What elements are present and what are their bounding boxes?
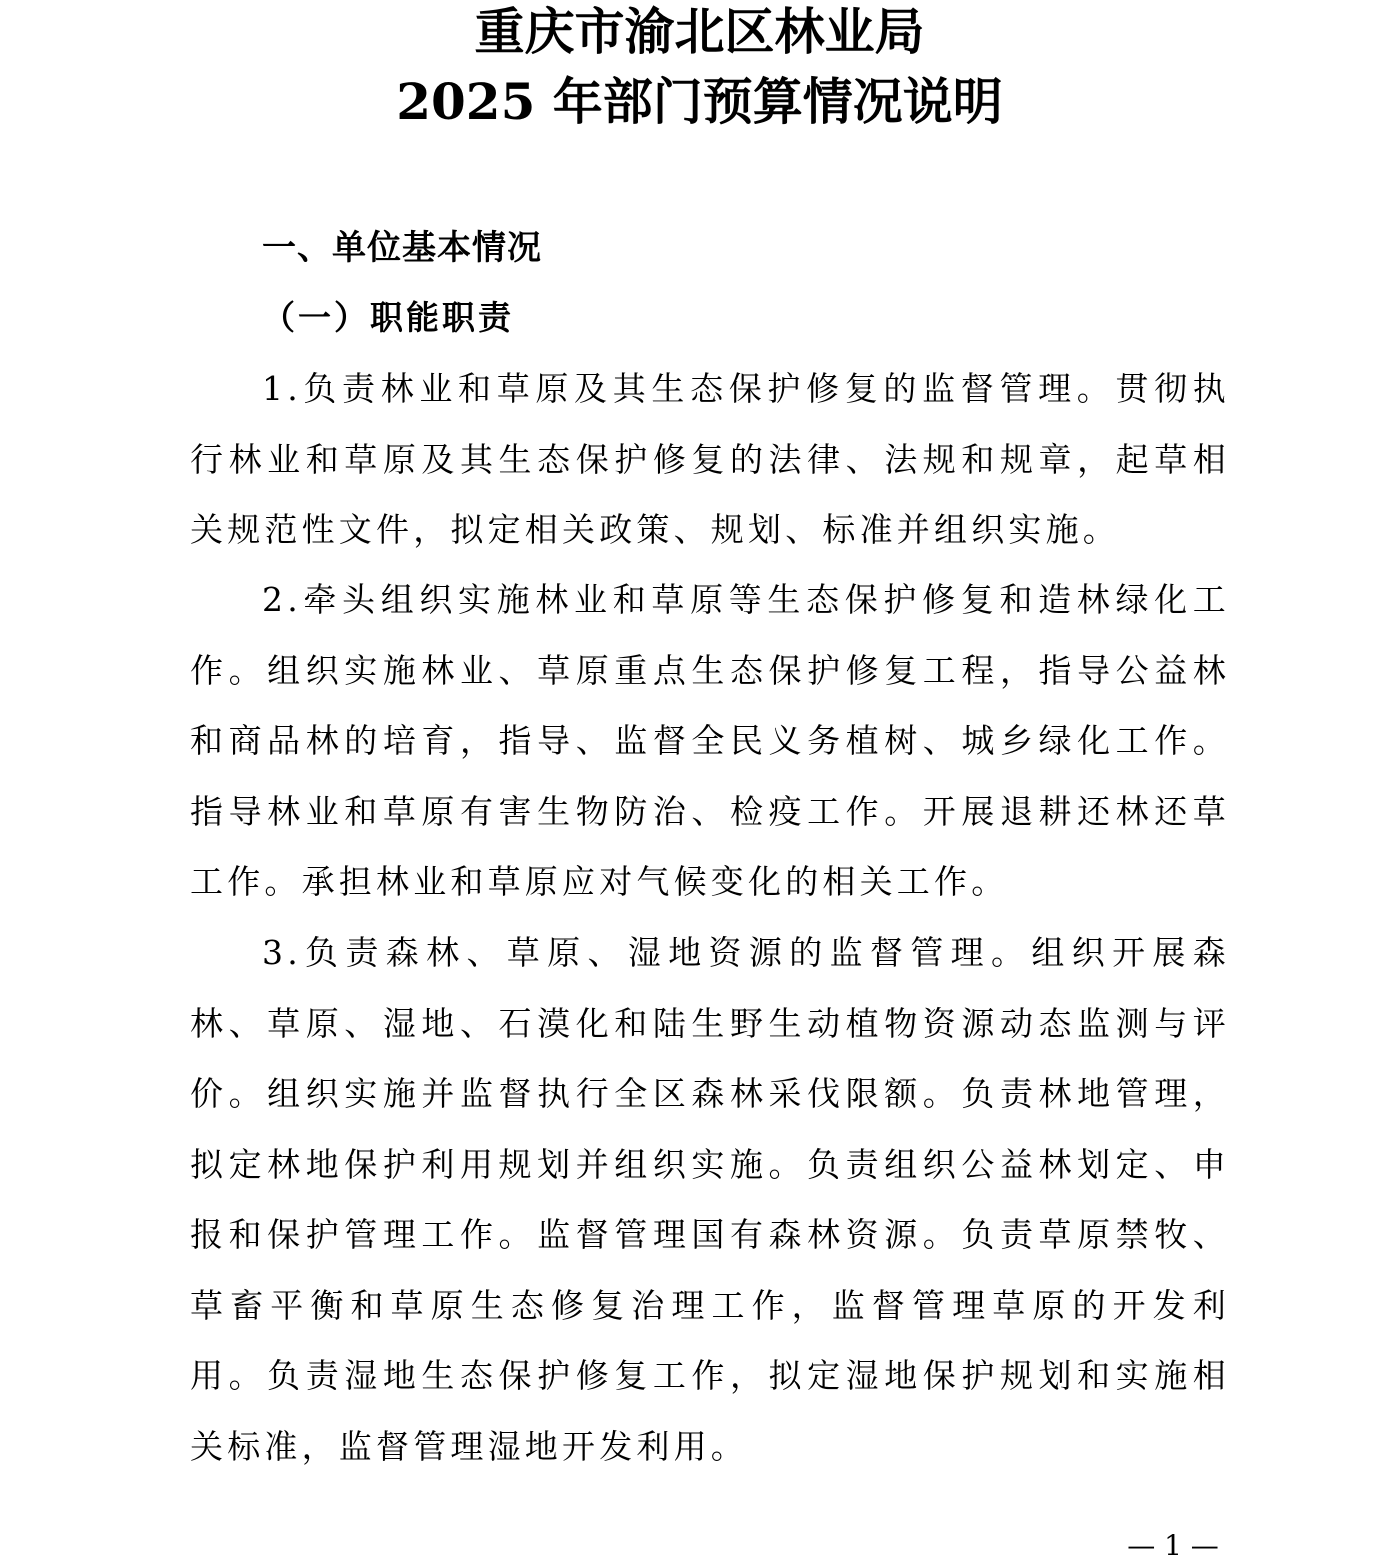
paragraph-duty-1: 1.负责林业和草原及其生态保护修复的监督管理。贯彻执行林业和草原及其生态保护修复的法律、法规和规章，起草相关规范性文件，拟定相关政策、规划、标准并组织实施。 bbox=[190, 369, 1230, 549]
paragraph-duty-3: 3.负责森林、草原、湿地资源的监督管理。组织开展森林、草原、湿地、石漠化和陆生野生动植物资源动态监测与评价。组织实施并监督执行全区森林采伐限额。负责林地管理，拟定林地保护利用规划并组织实施。负责组织公益林划定、申报和保护管理工作。监督管理国有森林资源。负责草原禁牧、草畜平衡和草原生态修复治理工作，监督管理草原的开发利用。负责湿地生态保护修复工作，拟定湿地保护规划和实施相关标准，监督管理湿地开发利用。 bbox=[190, 933, 1230, 1466]
paragraph-duty-2: 2.牵头组织实施林业和草原等生态保护修复和造林绿化工作。组织实施林业、草原重点生态保护修复工程，指导公益林和商品林的培育，指导、监督全民义务植树、城乡绿化工作。指导林业和草原有害生物防治、检疫工作。开展退耕还林还草工作。承担林业和草原应对气候变化的相关工作。 bbox=[190, 580, 1230, 901]
subsection-heading: （一）职能职责 bbox=[262, 298, 514, 337]
document-title-line2: 2025 年部门预算情况说明 bbox=[396, 72, 1003, 131]
document-title-line1: 重庆市渝北区林业局 bbox=[474, 2, 925, 61]
section-heading: 一、单位基本情况 bbox=[262, 228, 542, 268]
page-number: — 1 — bbox=[1127, 1529, 1219, 1562]
